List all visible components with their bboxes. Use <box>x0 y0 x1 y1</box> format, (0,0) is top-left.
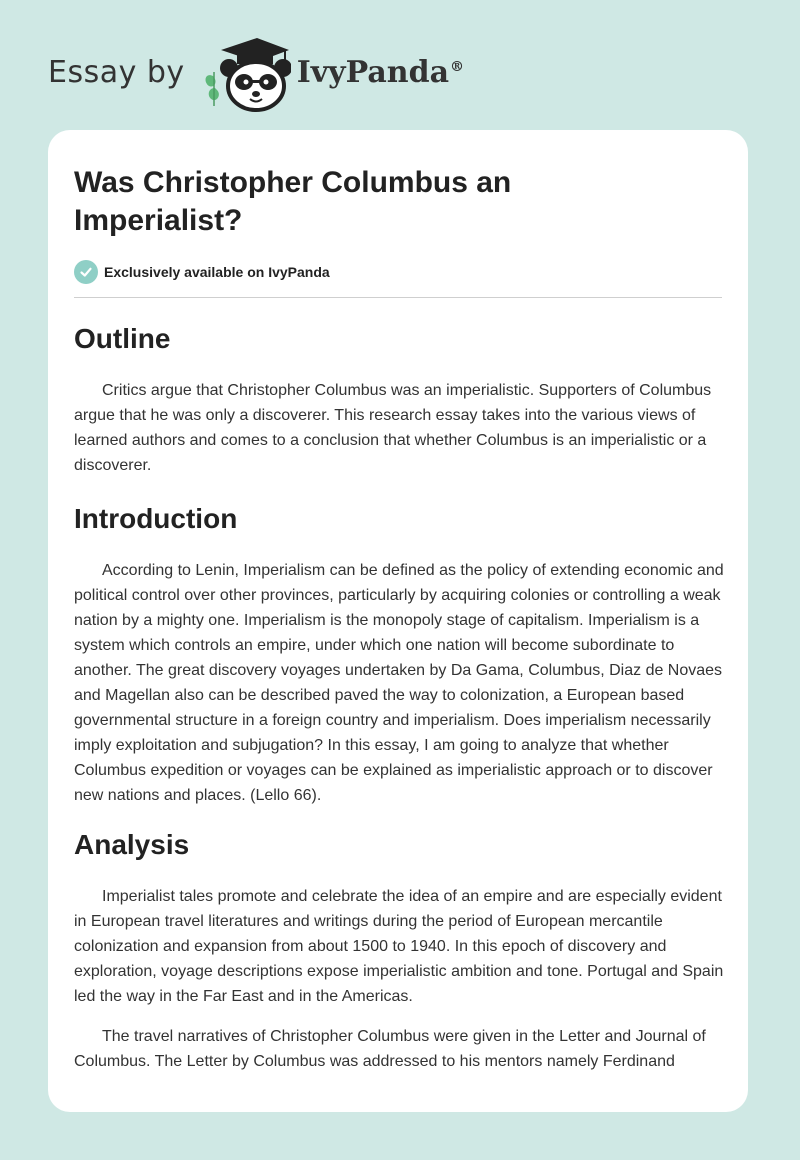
divider <box>74 297 722 298</box>
page-title: Was Christopher Columbus an Imperialist? <box>74 166 512 237</box>
brand-text: IvyPanda <box>296 54 450 90</box>
exclusive-label: Exclusively available on IvyPanda <box>104 264 330 280</box>
registered-mark: ® <box>450 58 465 75</box>
essay-by-label: Essay by <box>48 54 185 90</box>
paragraph: The travel narratives of Christopher Columbus were given in the Letter and Journal of Columbus. The Letter by Columbus was addressed to his mentors namely Ferdinand <box>74 1028 706 1070</box>
brand-name <box>297 55 464 90</box>
site-header <box>48 32 508 112</box>
exclusive-badge <box>74 260 722 284</box>
panda-logo-icon <box>199 32 291 112</box>
section-heading-introduction: Introduction <box>74 503 238 534</box>
section-heading-analysis: Analysis <box>74 829 190 860</box>
section-heading-outline: Outline <box>74 323 171 354</box>
paragraph: According to Lenin, Imperialism can be defined as the policy of extending economic and political control over other provinces, particularly by acquiring colonies or controlling a weak nation by a mighty one. Imperialism is the monopoly stage of capitalism. Imperialism is a system which controls an empire, under which one nation will become subordinate to another. The great discovery voyages undertaken by Da Gama, Columbus, Diaz de Novaes and Magellan also can be described paved the way to colonization, a European based governmental structure in a foreign country and imperialism. Does imperialism necessarily imply exploitation and subjugation? In this essay, I am going to analyze that whether Columbus expedition or voyages can be explained as imperialistic approach or to discover new nations and places. (Lello 66). <box>74 562 724 804</box>
paragraph: Critics argue that Christopher Columbus was an imperialistic. Supporters of Columbus argue that he was only a discoverer. This research essay takes into the various views of learned authors and comes to a conclusion that whether Columbus is an imperialistic or a discoverer. <box>74 382 712 474</box>
check-icon <box>74 260 98 284</box>
essay-card <box>48 130 748 1112</box>
paragraph: Imperialist tales promote and celebrate the idea of an empire and are especially evident in European travel literatures and writings during the period of European mercantile colonization and expansion from about 1500 to 1940. In this epoch of discovery and exploration, voyage descriptions expose imperialistic ambition and tone. Portugal and Spain led the way in the Far East and in the Americas. <box>74 888 724 1005</box>
